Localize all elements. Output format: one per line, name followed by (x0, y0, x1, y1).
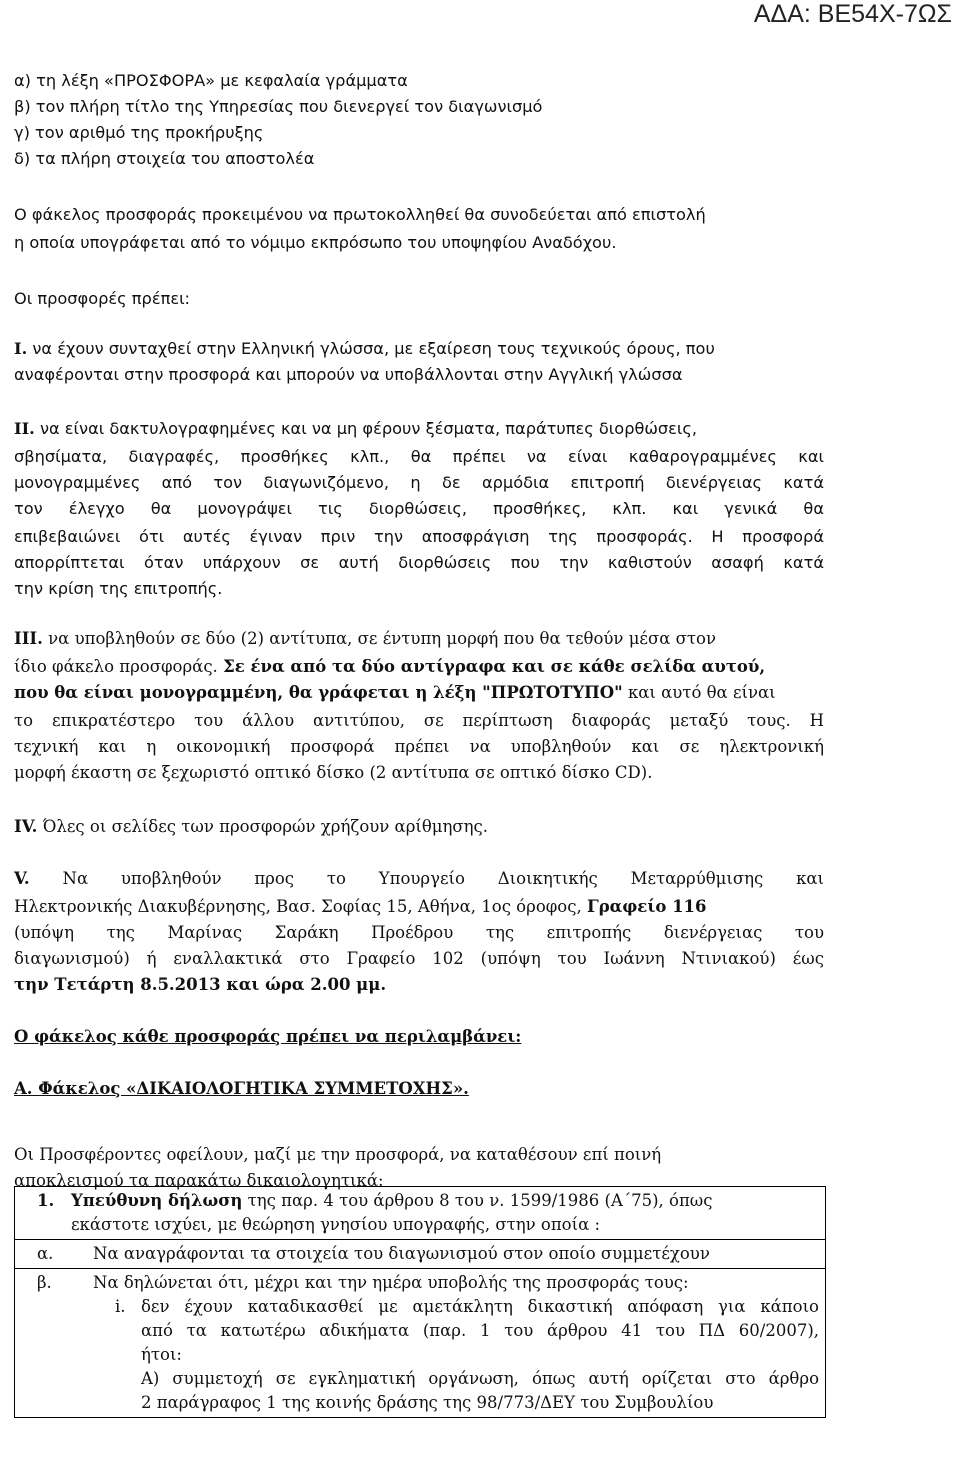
item-II-line-3: μονογραμμένες από τον διαγωνιζόμενο, η δε αρμόδια επιτροπή διενέργειας κατά (14, 473, 824, 492)
heading-A-text: Α. Φάκελος «ΔΙΚΑΙΟΛΟΓΗΤΙΚΑ ΣΥΜΜΕΤΟΧΗΣ». (14, 1079, 469, 1098)
table-row (15, 1269, 826, 1418)
item-III-line-5: τεχνική και η οικονομική προσφορά πρέπει να υποβληθούν και σε ηλεκτρονική (14, 737, 824, 756)
row-2-number: α. (37, 1244, 54, 1263)
row-1-text: της παρ. 4 του άρθρου 8 του ν. 1599/1986 (Α΄75), όπως (247, 1191, 713, 1210)
item-III-line-3 (14, 682, 776, 704)
row-3-sub-number: i. (115, 1297, 126, 1316)
item-III-number: III. (14, 629, 43, 648)
item-I-line-1 (14, 338, 715, 360)
row-3-number: β. (37, 1273, 52, 1292)
item-II-number: II. (14, 419, 35, 438)
list-item-c: γ) τον αριθμό της προκήρυξης (14, 123, 264, 142)
item-V-text-1: Να υποβληθούν προς το Υπουργείο Διοικητικής Μεταρρύθμισης και (62, 869, 824, 888)
item-II-line-1 (14, 418, 697, 440)
item-V-line-1 (14, 868, 824, 890)
item-V-number: V. (14, 869, 30, 888)
item-V-line-5 (14, 974, 386, 996)
row-1-text-line-2: εκάστοτε ισχύει, με θεώρηση γνησίου υπογραφής, στην οποία : (71, 1215, 601, 1234)
item-II-text-1: να είναι δακτυλογραφημένες και να μη φέρουν ξέσματα, παράτυπες διορθώσεις, (39, 419, 698, 438)
table-cell (15, 1187, 826, 1240)
item-IV-number: IV. (14, 817, 38, 836)
item-II-line-4: τον έλεγχο θα μονογράψει τις διορθώσεις, προσθήκες, κλπ. και γενικά θα (14, 499, 824, 518)
item-III-text-3a: που θα είναι μονογραμμένη, θα γράφεται η λέξη "ΠΡΩΤΟΤΥΠΟ" (14, 683, 623, 702)
item-II-line-6: απορρίπτεται όταν υπάρχουν σε αυτή διορθώσεις που την καθιστούν ασαφή κατά (14, 553, 824, 572)
row-3-subitem (37, 1295, 819, 1415)
row-2-text: Να αναγράφονται τα στοιχεία του διαγωνισμού στον οποίο συμμετέχουν (93, 1244, 710, 1263)
list-item-d: δ) τα πλήρη στοιχεία του αποστολέα (14, 149, 315, 168)
requirements-table (14, 1186, 826, 1418)
item-II-line-5: επιβεβαιώνει ότι αυτές έγιναν πριν την αποσφράγιση της προσφοράς. Η προσφορά (14, 527, 824, 546)
envelope-paragraph-line-2: η οποία υπογράφεται από το νόμιμο εκπρόσωπο του υποψηφίου Αναδόχου. (14, 233, 617, 252)
heading-A (14, 1078, 469, 1100)
item-V-text-2a: Ηλεκτρονικής Διακυβέρνησης, Βασ. Σοφίας 15, Αθήνα, 1ος όροφος, (14, 897, 582, 916)
item-V-text-2b: Γραφείο 116 (586, 897, 707, 916)
item-III-text-1: να υποβληθούν σε δύο (2) αντίτυπα, σε έντυπη μορφή που θα τεθούν μέσα στον (48, 629, 716, 648)
row-3-sub-line-5: 2 παράγραφος 1 της κοινής δράσης της 98/773/ΔΕΥ του Συμβουλίου (141, 1393, 714, 1412)
list-item-b: β) τον πλήρη τίτλο της Υπηρεσίας που διενεργεί τον διαγωνισμό (14, 97, 543, 116)
row-3-sub-line-3: ήτοι: (141, 1345, 182, 1364)
item-III-line-6: μορφή έκαστη σε ξεχωριστό οπτικό δίσκο (2 αντίτυπα σε οπτικό δίσκο CD). (14, 763, 653, 782)
item-V-line-3: (υπόψη της Μαρίνας Σαράκη Προέδρου της επιτροπής διενέργειας του (14, 923, 824, 942)
item-V-deadline: την Τετάρτη 8.5.2013 και ώρα 2.00 μμ. (14, 975, 387, 994)
item-IV-text: Όλες οι σελίδες των προσφορών χρήζουν αρίθμησης. (42, 817, 489, 836)
row-3-text: Να δηλώνεται ότι, μέχρι και την ημέρα υποβολής της προσφοράς τους: (93, 1273, 689, 1292)
row-3-sub-line-1: δεν έχουν καταδικασθεί με αμετάκλητη δικαστική απόφαση για κάποιο (141, 1297, 819, 1316)
ada-code: ΑΔΑ: ΒΕ54Χ-7ΩΣ (753, 0, 952, 28)
row-1-bold: Υπεύθυνη δήλωση (71, 1191, 243, 1210)
list-item-a: α) τη λέξη «ΠΡΟΣΦΟΡΑ» με κεφαλαία γράμματα (14, 71, 408, 90)
item-III-line-4: το επικρατέστερο του άλλου αντιτύπου, σε περίπτωση διαφοράς μεταξύ τους. Η (14, 711, 824, 730)
item-V-line-2 (14, 896, 707, 918)
table-row (15, 1240, 826, 1269)
item-III-text-2b: Σε ένα από τα δύο αντίγραφα και σε κάθε σελίδα αυτού, (223, 657, 766, 676)
item-IV-line (14, 816, 488, 838)
bidders-paragraph-line-1: Οι Προσφέροντες οφείλουν, μαζί με την προσφορά, να καταθέσουν επί ποινή (14, 1145, 662, 1164)
item-II-line-2: σβησίματα, διαγραφές, προσθήκες κλπ., θα πρέπει να είναι καθαρογραμμένες και (14, 447, 824, 466)
table-row (15, 1187, 826, 1240)
row-1-number: 1. (37, 1191, 55, 1210)
item-I-number: I. (14, 339, 28, 358)
item-II-line-7: την κρίση της επιτροπής. (14, 579, 223, 598)
item-III-line-2 (14, 656, 765, 678)
must-include-heading-text: Ο φάκελος κάθε προσφοράς πρέπει να περιλαμβάνει: (14, 1027, 522, 1046)
item-I-line-2: αναφέρονται στην προσφορά και μπορούν να υποβάλλονται στην Αγγλική γλώσσα (14, 365, 683, 384)
row-3-sub-line-4: Α) συμμετοχή σε εγκληματική οργάνωση, όπως αυτή ορίζεται στο άρθρο (141, 1369, 819, 1388)
row-3-sub-line-2: από τα κατωτέρω αδικήματα (παρ. 1 του άρθρου 41 του ΠΔ 60/2007), (141, 1321, 819, 1340)
table-cell (15, 1240, 826, 1269)
item-I-text-1: να έχουν συνταχθεί στην Ελληνική γλώσσα, με εξαίρεση τους τεχνικούς όρους, που (32, 339, 715, 358)
must-include-heading (14, 1026, 521, 1048)
item-III-text-2a: ίδιο φάκελο προσφοράς. (14, 657, 218, 676)
envelope-paragraph-line-1: Ο φάκελος προσφοράς προκειμένου να πρωτοκολληθεί θα συνοδεύεται από επιστολή (14, 205, 706, 224)
item-III-text-3b: και αυτό θα είναι (627, 683, 776, 702)
table-cell (15, 1269, 826, 1418)
bidders-paragraph-line-2: αποκλεισμού τα παρακάτω δικαιολογητικά: (14, 1171, 384, 1190)
item-V-line-4: διαγωνισμού) ή εναλλακτικά στο Γραφείο 102 (υπόψη του Ιωάννη Ντινιακού) έως (14, 949, 824, 968)
offers-must-label: Οι προσφορές πρέπει: (14, 289, 190, 308)
item-III-line-1 (14, 628, 716, 650)
